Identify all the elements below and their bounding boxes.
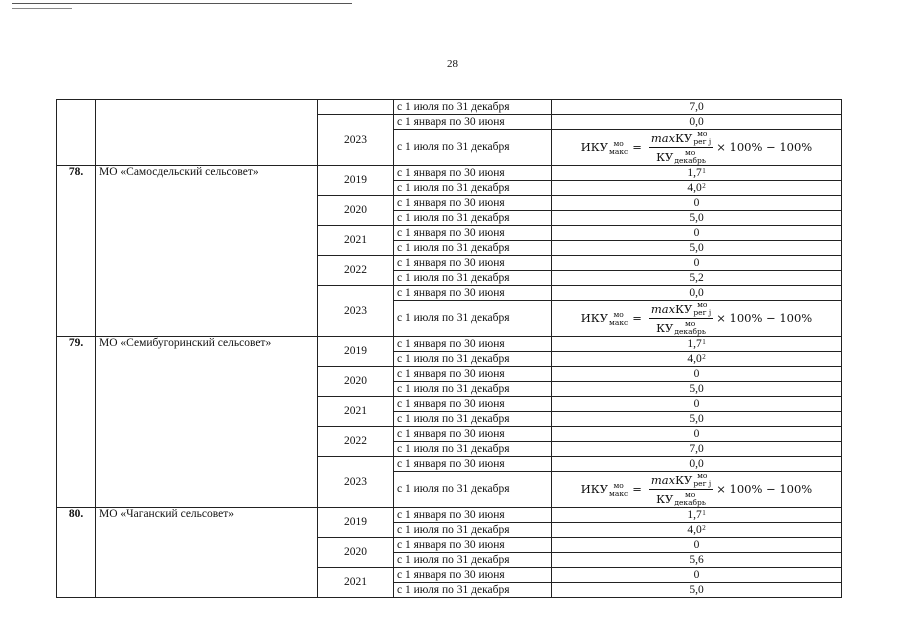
- period-cell: с 1 июля по 31 декабря: [394, 523, 552, 538]
- value-text: 0: [693, 538, 700, 551]
- formula-max: max: [650, 130, 676, 145]
- value-cell: [552, 367, 842, 382]
- value-cell: [552, 241, 842, 256]
- period-cell: с 1 июля по 31 декабря: [394, 181, 552, 196]
- footnote-mark: 2: [702, 523, 706, 532]
- value-text: 1,7: [687, 508, 702, 521]
- footnote-mark: 1: [702, 166, 706, 175]
- period-cell: с 1 января по 30 июня: [394, 508, 552, 523]
- period-cell: с 1 июля по 31 декабря: [394, 382, 552, 397]
- table-row: [57, 508, 842, 523]
- year-cell: 2019: [318, 508, 394, 538]
- table-row: [57, 100, 842, 115]
- period-cell: с 1 июля по 31 декабря: [394, 211, 552, 226]
- value-text: 0: [693, 256, 700, 269]
- period-cell: с 1 января по 30 июня: [394, 256, 552, 271]
- period-cell: с 1 июля по 31 декабря: [394, 241, 552, 256]
- value-text: 0: [693, 226, 700, 239]
- formula-lhs-base: ИКУ: [580, 140, 609, 154]
- value-cell: [552, 352, 842, 367]
- value-cell: [552, 211, 842, 226]
- year-cell: 2020: [318, 538, 394, 568]
- period-cell: с 1 июля по 31 декабря: [394, 130, 552, 166]
- footnote-mark: 1: [702, 508, 706, 517]
- formula-num-sub: рег j: [693, 479, 712, 488]
- year-cell: 2023: [318, 286, 394, 337]
- value-cell: [552, 442, 842, 457]
- scan-edge-line: [12, 3, 352, 4]
- footnote-mark: 2: [702, 181, 706, 190]
- period-cell: с 1 января по 30 июня: [394, 166, 552, 181]
- value-text: 5,0: [689, 412, 704, 425]
- footnote-mark: 2: [702, 352, 706, 361]
- value-cell: [552, 100, 842, 115]
- value-cell: [552, 583, 842, 598]
- period-cell: с 1 июля по 31 декабря: [394, 352, 552, 367]
- formula-tail: × 100% − 100%: [716, 311, 813, 325]
- formula-den-sub: декабрь: [674, 327, 706, 336]
- value-cell: [552, 301, 842, 337]
- value-cell: [552, 130, 842, 166]
- period-cell: с 1 июля по 31 декабря: [394, 583, 552, 598]
- formula-tail: × 100% − 100%: [716, 482, 813, 496]
- value-text: 5,0: [689, 211, 704, 224]
- period-cell: с 1 июля по 31 декабря: [394, 412, 552, 427]
- value-text: 0,0: [689, 286, 704, 299]
- year-cell: 2023: [318, 115, 394, 166]
- formula-num-base: КУ: [675, 301, 693, 316]
- value-cell: [552, 427, 842, 442]
- value-text: 5,2: [689, 271, 704, 284]
- formula-den-sub: декабрь: [674, 498, 706, 507]
- formula-lhs-sup: мо: [613, 138, 624, 148]
- period-cell: с 1 января по 30 июня: [394, 427, 552, 442]
- year-cell: 2022: [318, 256, 394, 286]
- year-cell: 2021: [318, 568, 394, 598]
- formula-den-sup: мо: [684, 148, 696, 157]
- value-cell: [552, 286, 842, 301]
- value-cell: [552, 337, 842, 352]
- formula-lhs-base: ИКУ: [580, 311, 609, 325]
- formula-num-sub: рег j: [693, 137, 712, 146]
- row-number: 80.: [57, 508, 96, 598]
- formula-den-base: КУ: [656, 320, 674, 335]
- year-cell: 2019: [318, 166, 394, 196]
- value-text: 5,0: [689, 382, 704, 395]
- year-cell: 2019: [318, 337, 394, 367]
- period-cell: с 1 января по 30 июня: [394, 115, 552, 130]
- value-text: 4,0: [687, 523, 702, 536]
- footnote-mark: 1: [702, 337, 706, 346]
- value-cell: [552, 538, 842, 553]
- row-number: 78.: [57, 166, 96, 337]
- period-cell: с 1 января по 30 июня: [394, 337, 552, 352]
- tariff-index-formula: [581, 301, 812, 336]
- formula-tail: × 100% − 100%: [716, 140, 813, 154]
- period-cell: с 1 июля по 31 декабря: [394, 100, 552, 115]
- formula-lhs-base: ИКУ: [580, 482, 609, 496]
- formula-max: max: [650, 472, 676, 487]
- formula-equals: =: [632, 482, 642, 496]
- tariff-index-formula: [581, 130, 812, 165]
- period-cell: с 1 июля по 31 декабря: [394, 553, 552, 568]
- formula-num-sup: мо: [697, 129, 708, 138]
- value-text: 0: [693, 397, 700, 410]
- tariff-index-table: [56, 99, 842, 598]
- value-cell: [552, 553, 842, 568]
- period-cell: с 1 июля по 31 декабря: [394, 271, 552, 286]
- municipality-name: МО «Чаганский сельсовет»: [96, 508, 318, 598]
- table-row: [57, 166, 842, 181]
- year-cell: 2022: [318, 427, 394, 457]
- period-cell: с 1 июля по 31 декабря: [394, 472, 552, 508]
- value-text: 5,6: [689, 553, 704, 566]
- value-text: 0: [693, 196, 700, 209]
- period-cell: с 1 января по 30 июня: [394, 457, 552, 472]
- value-cell: [552, 523, 842, 538]
- year-cell: 2023: [318, 457, 394, 508]
- year-cell: [318, 100, 394, 115]
- formula-max: max: [650, 301, 676, 316]
- value-text: 5,0: [689, 241, 704, 254]
- value-text: 1,7: [687, 337, 702, 350]
- value-cell: [552, 397, 842, 412]
- value-text: 7,0: [689, 100, 704, 113]
- scan-edge-line-short: [12, 8, 72, 9]
- value-text: 0,0: [689, 115, 704, 128]
- formula-den-sub: декабрь: [674, 156, 706, 165]
- value-cell: [552, 412, 842, 427]
- formula-fraction: [649, 130, 713, 165]
- formula-lhs-sub: макс: [609, 317, 629, 327]
- formula-den-base: КУ: [656, 491, 674, 506]
- value-cell: [552, 256, 842, 271]
- value-text: 0: [693, 427, 700, 440]
- period-cell: с 1 января по 30 июня: [394, 397, 552, 412]
- municipality-name: [96, 100, 318, 166]
- value-cell: [552, 382, 842, 397]
- value-cell: [552, 181, 842, 196]
- value-cell: [552, 457, 842, 472]
- formula-lhs-sub: макс: [609, 488, 629, 498]
- value-text: 1,7: [687, 166, 702, 179]
- period-cell: с 1 января по 30 июня: [394, 538, 552, 553]
- formula-num-sub: рег j: [693, 308, 712, 317]
- value-cell: [552, 568, 842, 583]
- value-text: 0: [693, 367, 700, 380]
- formula-num-sup: мо: [697, 471, 708, 480]
- value-cell: [552, 226, 842, 241]
- formula-equals: =: [632, 140, 642, 154]
- row-number: [57, 100, 96, 166]
- year-cell: 2020: [318, 367, 394, 397]
- formula-den-sup: мо: [684, 319, 696, 328]
- formula-den-base: КУ: [656, 149, 674, 164]
- value-cell: [552, 271, 842, 286]
- period-cell: с 1 июля по 31 декабря: [394, 442, 552, 457]
- year-cell: 2020: [318, 196, 394, 226]
- year-cell: 2021: [318, 226, 394, 256]
- formula-num-base: КУ: [675, 130, 693, 145]
- page-number: 28: [447, 58, 458, 70]
- period-cell: с 1 июля по 31 декабря: [394, 301, 552, 337]
- period-cell: с 1 января по 30 июня: [394, 367, 552, 382]
- formula-fraction: [649, 472, 713, 507]
- year-cell: 2021: [318, 397, 394, 427]
- formula-num-base: КУ: [675, 472, 693, 487]
- table-body: [57, 100, 842, 598]
- value-text: 4,0: [687, 181, 702, 194]
- row-number: 79.: [57, 337, 96, 508]
- value-cell: [552, 115, 842, 130]
- formula-lhs-sup: мо: [613, 480, 624, 490]
- period-cell: с 1 января по 30 июня: [394, 568, 552, 583]
- formula-fraction: [649, 301, 713, 336]
- formula-den-sup: мо: [684, 490, 696, 499]
- formula-lhs-sup: мо: [613, 309, 624, 319]
- tariff-index-formula: [581, 472, 812, 507]
- value-text: 4,0: [687, 352, 702, 365]
- municipality-name: МО «Семибугоринский сельсовет»: [96, 337, 318, 508]
- formula-equals: =: [632, 311, 642, 325]
- table-row: [57, 337, 842, 352]
- value-cell: [552, 196, 842, 211]
- formula-num-sup: мо: [697, 300, 708, 309]
- value-text: 0: [693, 568, 700, 581]
- value-text: 5,0: [689, 583, 704, 596]
- value-text: 0,0: [689, 457, 704, 470]
- value-cell: [552, 508, 842, 523]
- municipality-name: МО «Самосдельский сельсовет»: [96, 166, 318, 337]
- formula-lhs-sub: макс: [609, 146, 629, 156]
- value-cell: [552, 166, 842, 181]
- period-cell: с 1 января по 30 июня: [394, 196, 552, 211]
- value-text: 7,0: [689, 442, 704, 455]
- value-cell: [552, 472, 842, 508]
- period-cell: с 1 января по 30 июня: [394, 286, 552, 301]
- period-cell: с 1 января по 30 июня: [394, 226, 552, 241]
